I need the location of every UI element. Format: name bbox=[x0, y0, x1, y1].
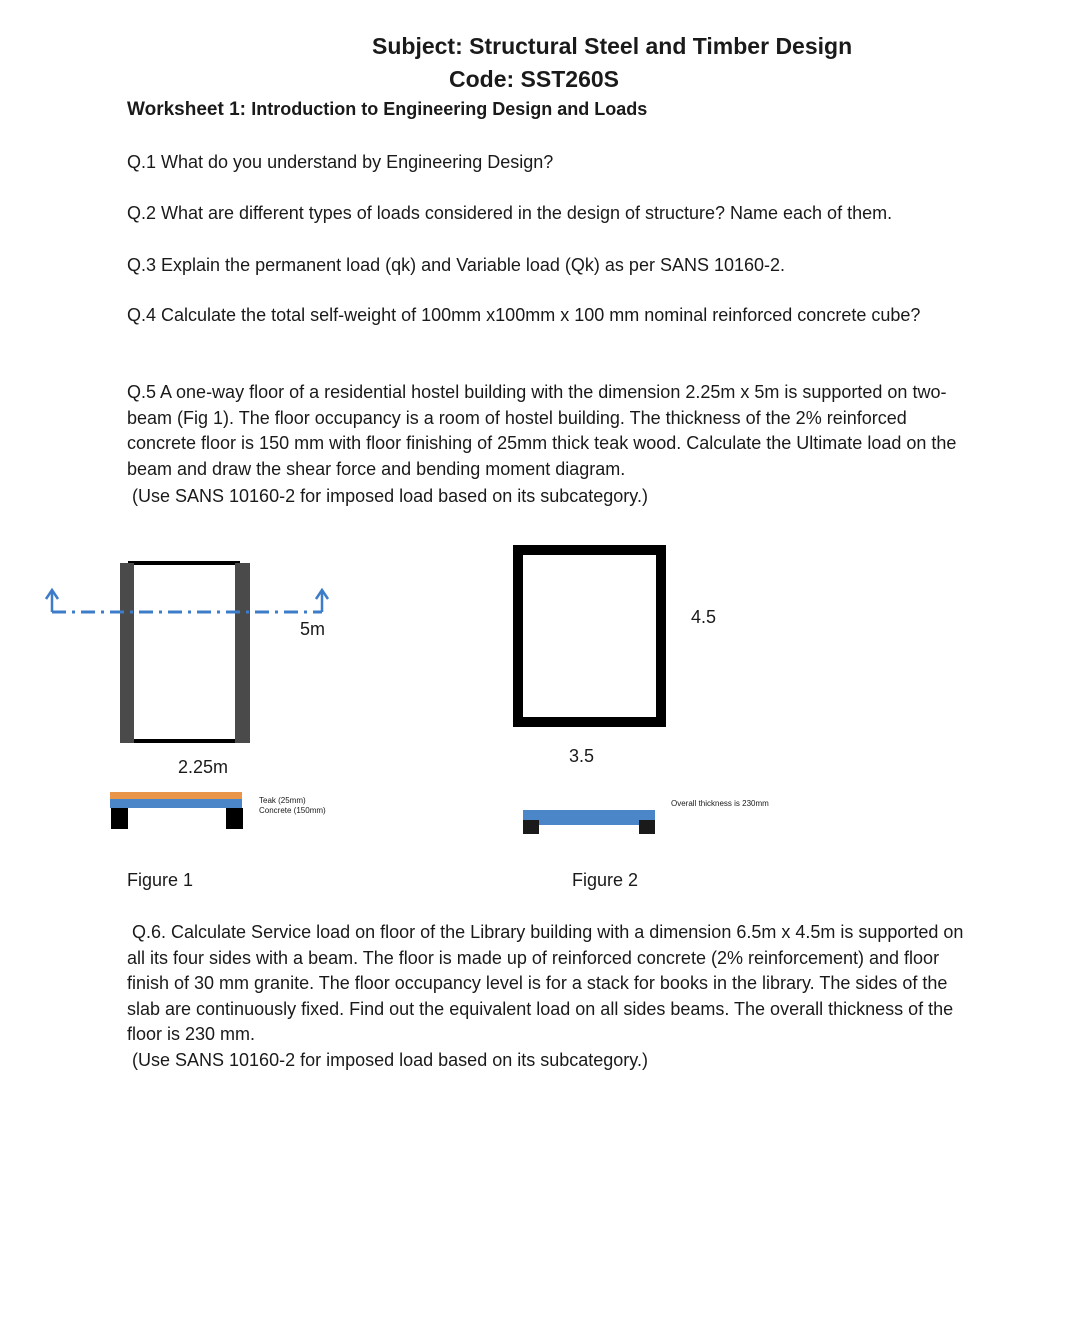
figure-1-layer-legend bbox=[259, 796, 326, 816]
worksheet-heading bbox=[127, 99, 647, 121]
figure-1-length-label: 5m bbox=[300, 619, 326, 639]
question-5: Q.5 A one-way floor of a residential hostel building with the dimension 2.25m x 5m is supported on two-beam (Fig 1). The floor occupancy is a room of hostel building. The thickness of the 2% reinforced concrete floor is 150 mm with floor finishing of 25mm thick teak wood. Calculate the Ultimate load on the beam and draw the shear force and bending moment diagram. bbox=[127, 382, 957, 479]
worksheet-label: Worksheet 1: bbox=[127, 99, 246, 120]
figure-2-thickness-note: Overall thickness is 230mm bbox=[671, 799, 769, 808]
question-3: Q.3 Explain the permanent load (qk) and Variable load (Qk) as per SANS 10160-2. bbox=[127, 255, 786, 275]
figure-1-left-support bbox=[111, 808, 128, 829]
figure-1-left-beam bbox=[120, 563, 134, 743]
concrete-layer-label: Concrete (150mm) bbox=[259, 806, 326, 815]
figure-1-right-support bbox=[226, 808, 243, 829]
question-1: Q.1 What do you understand by Engineering Design? bbox=[127, 152, 554, 172]
figure-2-length-label: 4.5 bbox=[691, 607, 717, 627]
figure-2-drawing bbox=[500, 535, 700, 845]
subject-title: Subject: Structural Steel and Timber Design bbox=[372, 33, 853, 59]
figure-2-width-label: 3.5 bbox=[569, 746, 595, 766]
figure-2-caption: Figure 2 bbox=[572, 870, 639, 890]
question-6 bbox=[127, 920, 965, 1048]
figure-2-slab-section bbox=[523, 810, 655, 825]
question-6-note: (Use SANS 10160-2 for imposed load based on its subcategory.) bbox=[132, 1050, 648, 1070]
course-code: Code: SST260S bbox=[449, 66, 619, 92]
worksheet-title: Introduction to Engineering Design and Loads bbox=[251, 99, 648, 119]
question-4: Q.4 Calculate the total self-weight of 100mm x100mm x 100 mm nominal reinforced concrete cube? bbox=[127, 305, 921, 325]
question-5-note: (Use SANS 10160-2 for imposed load based on its subcategory.) bbox=[132, 486, 648, 506]
figure-1-right-beam bbox=[235, 563, 250, 743]
figure-1-drawing bbox=[0, 530, 360, 840]
figure-2-right-support bbox=[639, 820, 655, 834]
concrete-layer bbox=[110, 799, 242, 808]
figure-1-caption: Figure 1 bbox=[127, 870, 194, 890]
teak-layer bbox=[110, 792, 242, 799]
figure-2-slab-outline bbox=[518, 550, 661, 722]
question-6-text: Q.6. Calculate Service load on floor of the Library building with a dimension 6.5m x 4.5m is supported on all its four sides with a beam. The floor is made up of reinforced concrete (2% reinforcement) and floor finish of 30 mm granite. The floor occupancy level is for a stack for books in the library. The sides of the slab are continuously fixed. Find out the equivalent load on all sides beams. The overall thickness of the floor is 230 mm. bbox=[127, 922, 964, 1045]
question-2: Q.2 What are different types of loads considered in the design of structure? Name each of them. bbox=[127, 203, 893, 223]
teak-layer-label: Teak (25mm) bbox=[259, 796, 306, 805]
figure-1-width-label: 2.25m bbox=[178, 757, 229, 777]
figure-2-left-support bbox=[523, 820, 539, 834]
